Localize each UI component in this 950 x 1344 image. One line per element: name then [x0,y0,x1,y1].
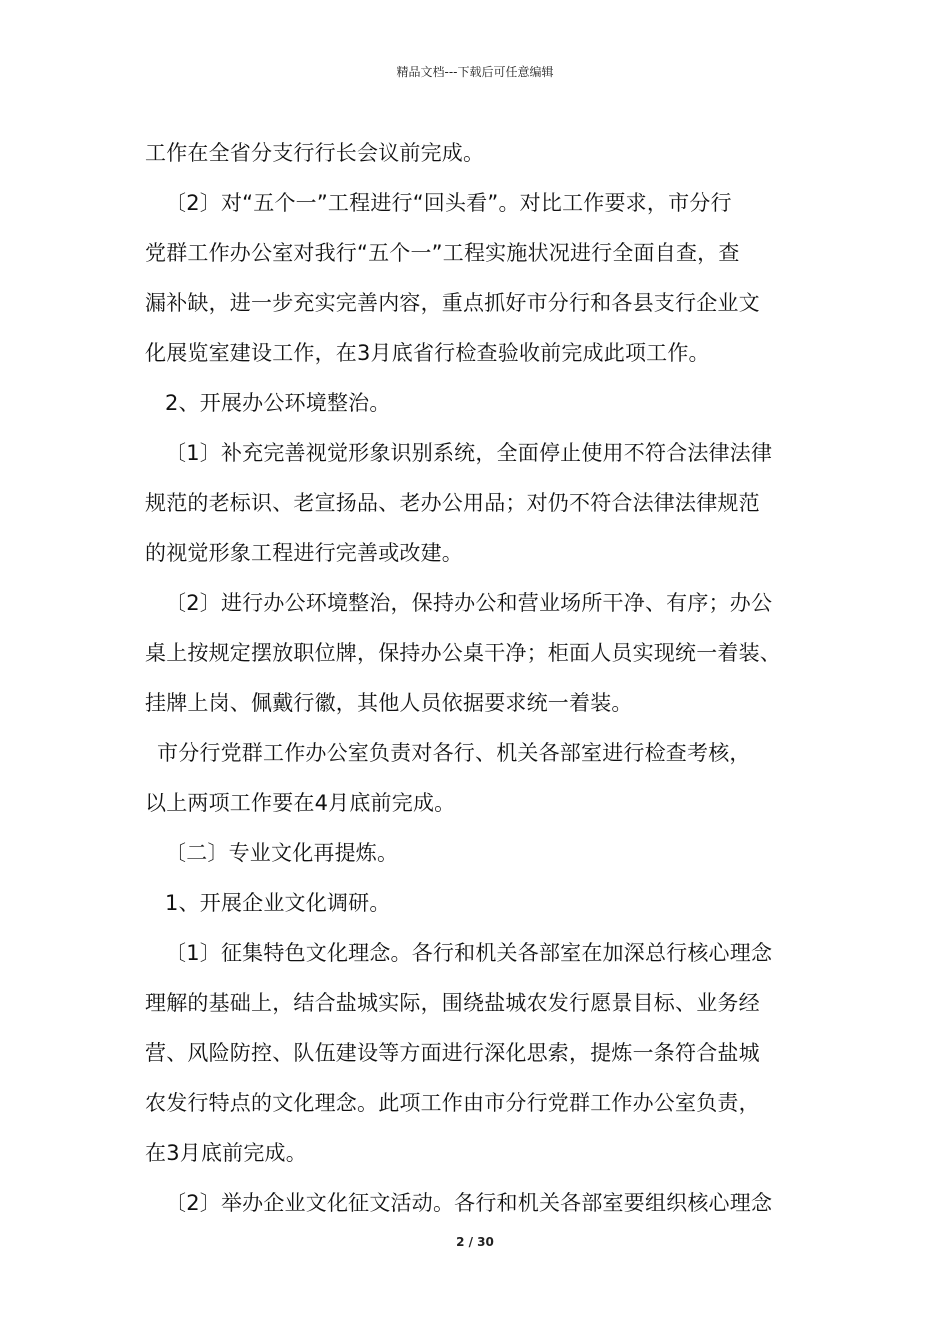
paragraph-line-8: 规范的老标识、老宣扬品、老办公用品；对仍不符合法律法律规范 [145,491,760,515]
paragraph-line-5: 化展览室建设工作，在3月底省行检查验收前完成此项工作。 [145,341,710,365]
paragraph-line-22: 〔2〕举办企业文化征文活动。各行和机关各部室要组织核心理念 [165,1191,773,1215]
paragraph-line-18: 理解的基础上，结合盐城实际，围绕盐城农发行愿景目标、业务经 [145,991,760,1015]
paragraph-line-1: 工作在全省分支行行长会议前完成。 [145,141,485,165]
page-number: 2 / 30 [456,1235,494,1249]
paragraph-line-11: 桌上按规定摆放职位牌，保持办公桌干净；柜面人员实现统一着装、 [145,641,781,665]
paragraph-line-17: 〔1〕征集特色文化理念。各行和机关各部室在加深总行核心理念 [165,941,773,965]
paragraph-line-13: 市分行党群工作办公室负责对各行、机关各部室进行检查考核， [157,741,751,765]
paragraph-line-4: 漏补缺，进一步充实完善内容，重点抓好市分行和各县支行企业文 [145,291,760,315]
paragraph-line-12: 挂牌上岗、佩戴行徽，其他人员依据要求统一着装。 [145,691,633,715]
paragraph-line-15: 〔二〕专业文化再提炼。 [165,841,399,865]
paragraph-line-7: 〔1〕补充完善视觉形象识别系统，全面停止使用不符合法律法律 [165,441,773,465]
page-header: 精品文档---下载后可任意编辑 [396,65,554,79]
document-body [145,128,825,1228]
paragraph-line-14: 以上两项工作要在4月底前完成。 [145,791,456,815]
paragraph-line-10: 〔2〕进行办公环境整治，保持办公和营业场所干净、有序；办公 [165,591,773,615]
paragraph-line-6: 2、开展办公环境整治。 [165,391,391,415]
paragraph-line-20: 农发行特点的文化理念。此项工作由市分行党群工作办公室负责， [145,1091,760,1115]
paragraph-line-2: 〔2〕对“五个一”工程进行“回头看”。对比工作要求，市分行 [165,191,732,215]
paragraph-line-9: 的视觉形象工程进行完善或改建。 [145,541,463,565]
paragraph-line-16: 1、开展企业文化调研。 [165,891,391,915]
paragraph-line-21: 在3月底前完成。 [145,1141,307,1165]
paragraph-line-19: 营、风险防控、队伍建设等方面进行深化思索，提炼一条符合盐城 [145,1041,760,1065]
paragraph-line-3: 党群工作办公室对我行“五个一”工程实施状况进行全面自查，查 [145,241,740,265]
